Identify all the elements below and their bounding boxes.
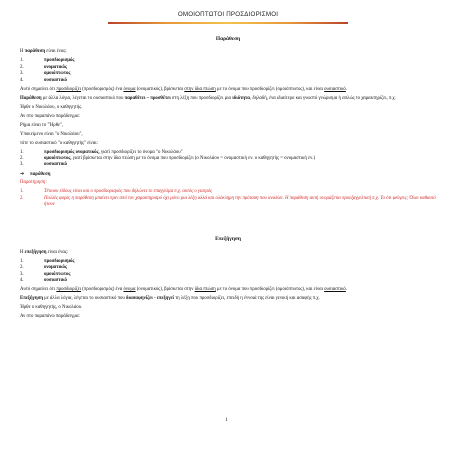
list-item [20,278,436,284]
text-run: παραθέτει – προσθέτει [124,95,171,101]
list-number: 4. [20,278,24,284]
notes-list [20,189,436,208]
text-run: Αυτό σημαίνει ότι [20,86,57,92]
text-run: στη λέξη που προσδιορίζει μια [170,95,233,101]
analysis-list [20,150,436,169]
text-run: (προσδιορισμός) ένα [81,287,124,293]
note-text: Πολλές φορές η παράθεση μπαίνει πριν από τον χαρακτηρισμό όχι μόνο μια λέξη αλλά και ολόκληρη την πρόταση που αναλύει. Η παράθεση αυτή ονομάζεται προεξαγγελτική π.χ. Το ότι φεύγεις; Όλοι καθαυτό ήτουν [44,195,436,208]
list-number: 2. [20,156,24,162]
definition-paragraph [20,96,436,102]
list-number: 3. [20,71,24,77]
list-item [20,78,436,84]
text-run: διασαφηνίζει - επεξηγεί [125,296,175,302]
note-number: 2. [20,195,24,201]
text-run: με άλλα λόγια, λέγεται το ουσιαστικό που [42,296,126,302]
text-run: ουσιαστικό [324,86,346,92]
text-run: με το όνομα που προσδιορίζει (ομοιόπτωτος), και είναι [215,287,325,293]
example-line: Αν στο παραπάνω παράδειγμα: [20,314,80,320]
text-run: Επεξήγηση [20,296,43,302]
text-run: τη λέξη που προσδιορίζει, επειδή η έννοιά της είναι γενική και ασαφής π.χ. [174,296,320,302]
intro-text: Η [20,249,25,255]
explanation-paragraph [20,287,436,293]
intro-paragraph [20,49,436,55]
list-number: 1. [20,58,24,64]
feature-list [20,58,436,84]
text-run: στην ίδια πτώση [184,86,216,92]
text-run: ίδια πτώση [194,287,216,293]
list-text: , γιατί βρίσκεται στην ίδια πτώση με το όνομα που προσδιορίζει (ο Νικολάου = ονομαστική εν. ο καθηγητής = ονομαστική εν.) [70,156,316,162]
document-title: ΟΜΟΙΟΠΤΩΤΟΙ ΠΡΟΣΔΙΟΡΙΣΜΟΙ [177,11,279,18]
list-text: ονοματικός [44,265,67,271]
feature-list [20,259,436,285]
list-text: προσδιορισμός [44,58,75,64]
note-number: 1. [20,189,24,195]
text-run: . [345,287,348,293]
conclusion-label: παράθεση [30,171,51,177]
example-line: Ήρθε ο Νικολάου, ο καθηγητής. [20,104,83,110]
intro-term: παράθεση [24,49,46,55]
list-number: 4. [20,77,24,83]
list-text: ουσιαστικό [44,278,67,284]
list-number: 3. [20,271,24,277]
text-run: προσδιορίζει [56,287,82,293]
list-number: 1. [20,149,24,155]
text-run: (ονοματικός), βρίσκεται [135,86,185,92]
notes-heading: Παρατήρηση: [20,180,47,186]
title-rule [108,22,348,24]
intro-term: επεξήγηση [24,249,47,255]
text-run: Αυτό σημαίνει ότι [20,287,57,293]
list-term: ουσιαστικό [44,162,67,168]
intro-paragraph [20,250,436,256]
text-run: ιδιότητα [232,95,250,101]
text-run: Παράθεση [20,95,42,101]
example-line: Ρήμα είναι το "Ήρθε", [20,122,64,128]
list-text: προσδιορισμός [44,258,75,264]
page-number: 1 [225,418,228,423]
section-heading-parathesi: Παράθεση [215,36,241,42]
list-term: προσδιορισμός ονοματικός [44,149,99,155]
text-run: (προσδιορισμός) ένα [81,86,124,92]
intro-text: είναι ένας: [45,49,67,55]
conclusion-row [20,172,436,178]
example-line: Υποκείμενο είναι "ο Νικολάου", [20,131,83,137]
section-heading-epexigisi: Επεξήγηση [215,236,241,243]
text-run: . [345,86,348,92]
arrow-right-icon: ➔ [20,171,25,177]
text-run: με άλλα λόγια, λέγεται το ουσιαστικό που [41,95,125,101]
text-run: (ονοματικός), βρίσκεται στην [135,287,195,293]
list-term: ομοιόπτωτος [44,156,71,162]
list-text: , γιατί προσδιορίζει το όνομα "ο Νικολάου" [98,149,183,155]
list-number: 3. [20,162,24,168]
list-text: ομοιόπτωτος [44,271,71,277]
list-text: ονοματικός [44,64,67,70]
definition-paragraph [20,296,436,302]
text-run: όνομα [123,287,136,293]
example-line: Αν στο παραπάνω παράδειγμα: [20,113,80,119]
text-run: προσδιορίζει [56,86,82,92]
explanation-paragraph [20,87,436,93]
list-number: 2. [20,64,24,70]
document-body [20,30,436,323]
note-text: Τέτοιου είδους είναι και ο προσδιορισμός που δηλώνει το επαγγελμα π.χ. αυτός ο γιατρός [44,189,213,195]
text-run: όνομα [123,86,136,92]
list-number: 1. [20,258,24,264]
intro-text: είναι ένας: [46,249,69,255]
note-item [20,196,436,209]
list-text: ουσιαστικό [44,77,67,83]
text-run: με το όνομα που προσδιορίζει (ομοιόπτωτος), και είναι [215,86,325,92]
example-line: Ήρθε ο καθηγητής, ο Νικολάου. [20,305,83,311]
text-run: , δηλαδή, ένα ιδιαίτερο και γνωστό γνώρισμα ή απλώς το χαρακτηρίζει, π.χ. [249,95,396,101]
text-run: ουσιαστικό [324,287,346,293]
list-text: ομοιόπτωτος [44,71,71,77]
list-number: 2. [20,265,24,271]
list-item [20,162,436,168]
example-line: τότε το ουσιαστικό "ο καθηγητής" είναι: [20,140,98,146]
intro-text: Η [20,49,25,55]
